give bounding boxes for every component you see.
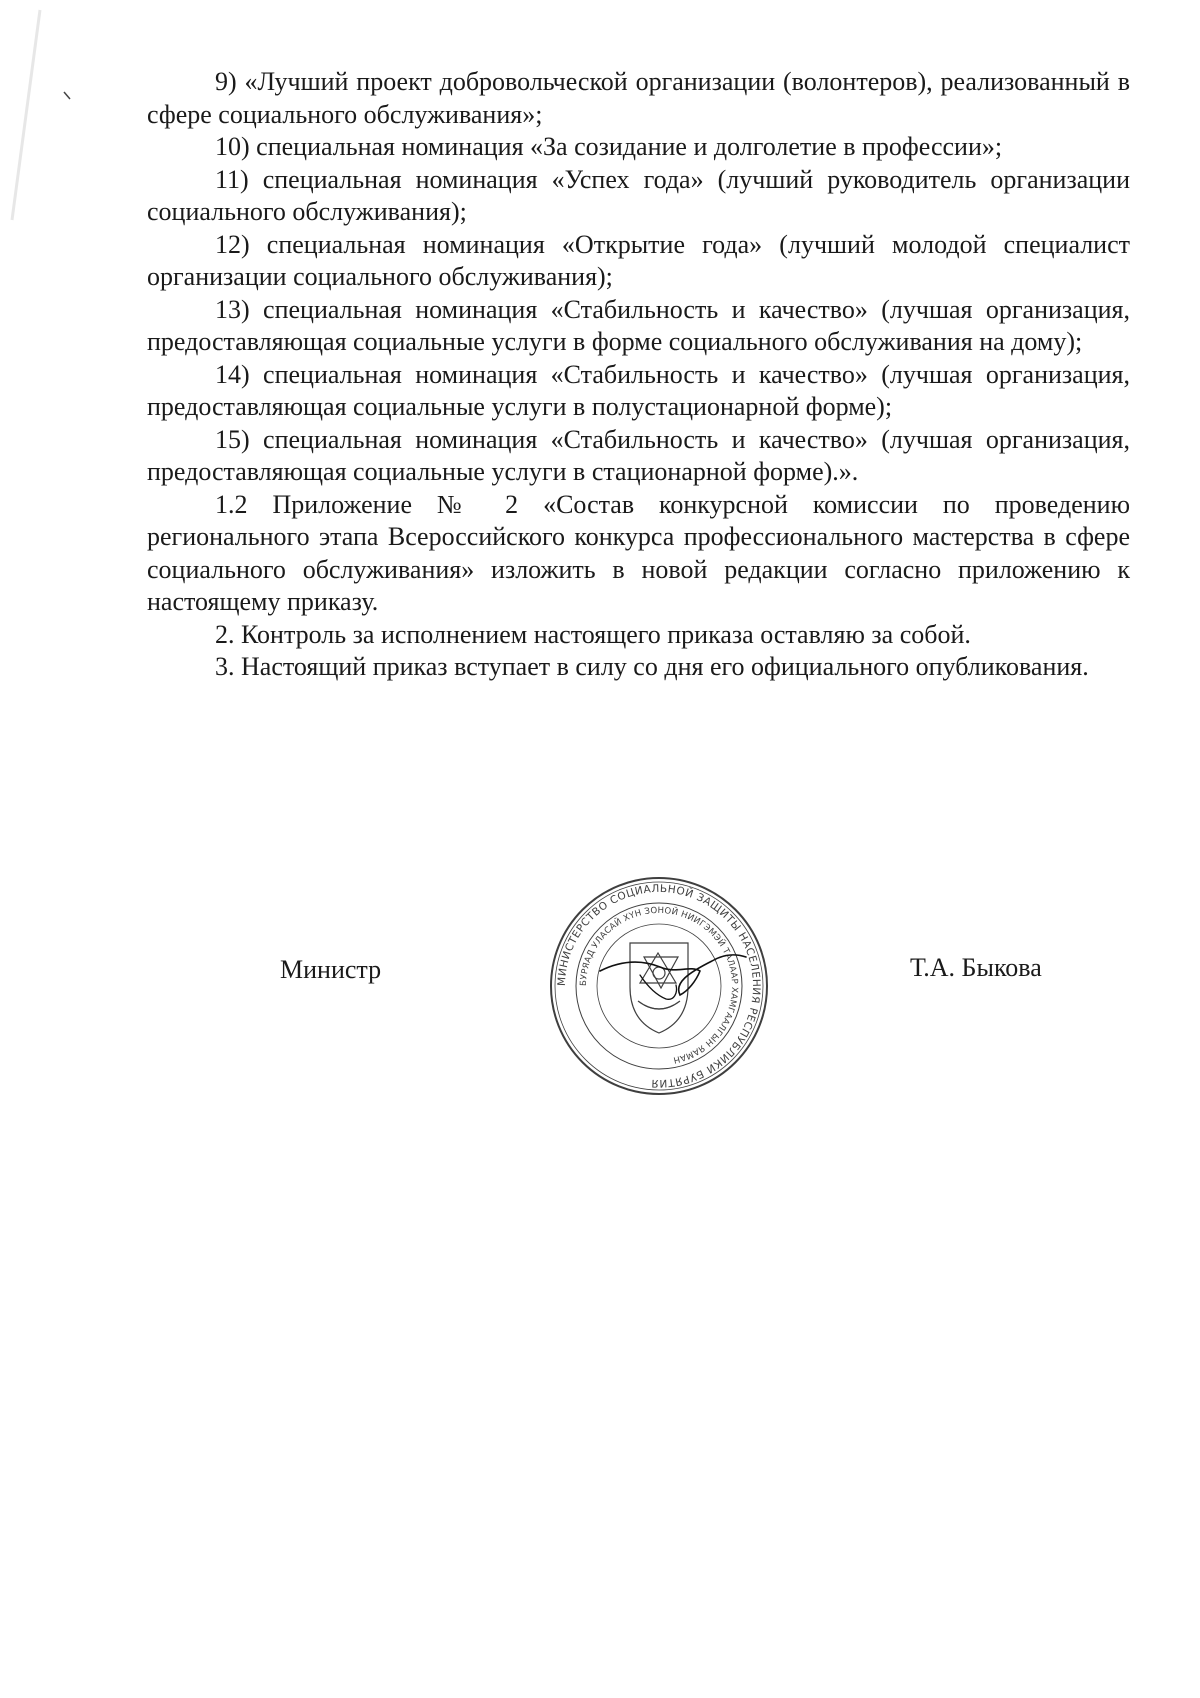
paragraph-clause-1-2: 1.2 Приложение № 2 «Состав конкурсной комиссии по проведению регионального этапа Всероссийского конкурса профессионального мастерства в сфере социального обслуживания» изложить в новой редакции согласно приложению к настоящему приказу. xyxy=(147,489,1130,616)
official-seal xyxy=(548,875,770,1097)
paragraph-clause-3: 3. Настоящий приказ вступает в силу со дня его официального опубликования. xyxy=(215,652,1089,681)
seal-outer-text: МИНИСТЕРСТВО СОЦИАЛЬНОЙ ЗАЩИТЫ НАСЕЛЕНИЯ РЕСПУБЛИКИ БУРЯТИЯ xyxy=(555,882,763,1090)
document-body xyxy=(147,66,1130,684)
paragraph-item-9: 9) «Лучший проект добровольческой организации (волонтеров), реализованный в сфере социального обслуживания»; xyxy=(147,67,1130,129)
paragraph-item-10: 10) специальная номинация «За созидание и долголетие в профессии»; xyxy=(215,132,1003,161)
signatory-name: Т.А. Быкова xyxy=(910,953,1042,982)
signature-stroke xyxy=(600,955,746,995)
paragraph-clause-2: 2. Контроль за исполнением настоящего приказа оставляю за собой. xyxy=(215,619,971,649)
paragraph-item-11: 11) специальная номинация «Успех года» (лучший руководитель организации социального обслуживания); xyxy=(147,164,1130,226)
paragraph-item-13: 13) специальная номинация «Стабильность и качество» (лучшая организация, предоставляющая социальные услуги в форме социального обслуживания на дому); xyxy=(147,294,1130,356)
paragraph-item-12: 12) специальная номинация «Открытие года» (лучший молодой специалист организации социального обслуживания); xyxy=(147,229,1130,291)
seal-inner-text: БУРЯАД УЛАСАЙ ХҮН ЗОНОЙ НИИГЭМЭЙ ТАЛААР ХАМГААЛГЫН ЯАМАН xyxy=(578,905,740,1065)
paragraph-item-14: 14) специальная номинация «Стабильность и качество» (лучшая организация, предоставляющая социальные услуги в полустационарной форме); xyxy=(147,359,1130,421)
scan-edge-artifact xyxy=(0,0,80,230)
paragraph-item-15: 15) специальная номинация «Стабильность и качество» (лучшая организация, предоставляющая социальные услуги в стационарной форме).». xyxy=(147,424,1130,486)
signatory-title: Министр xyxy=(280,955,382,984)
